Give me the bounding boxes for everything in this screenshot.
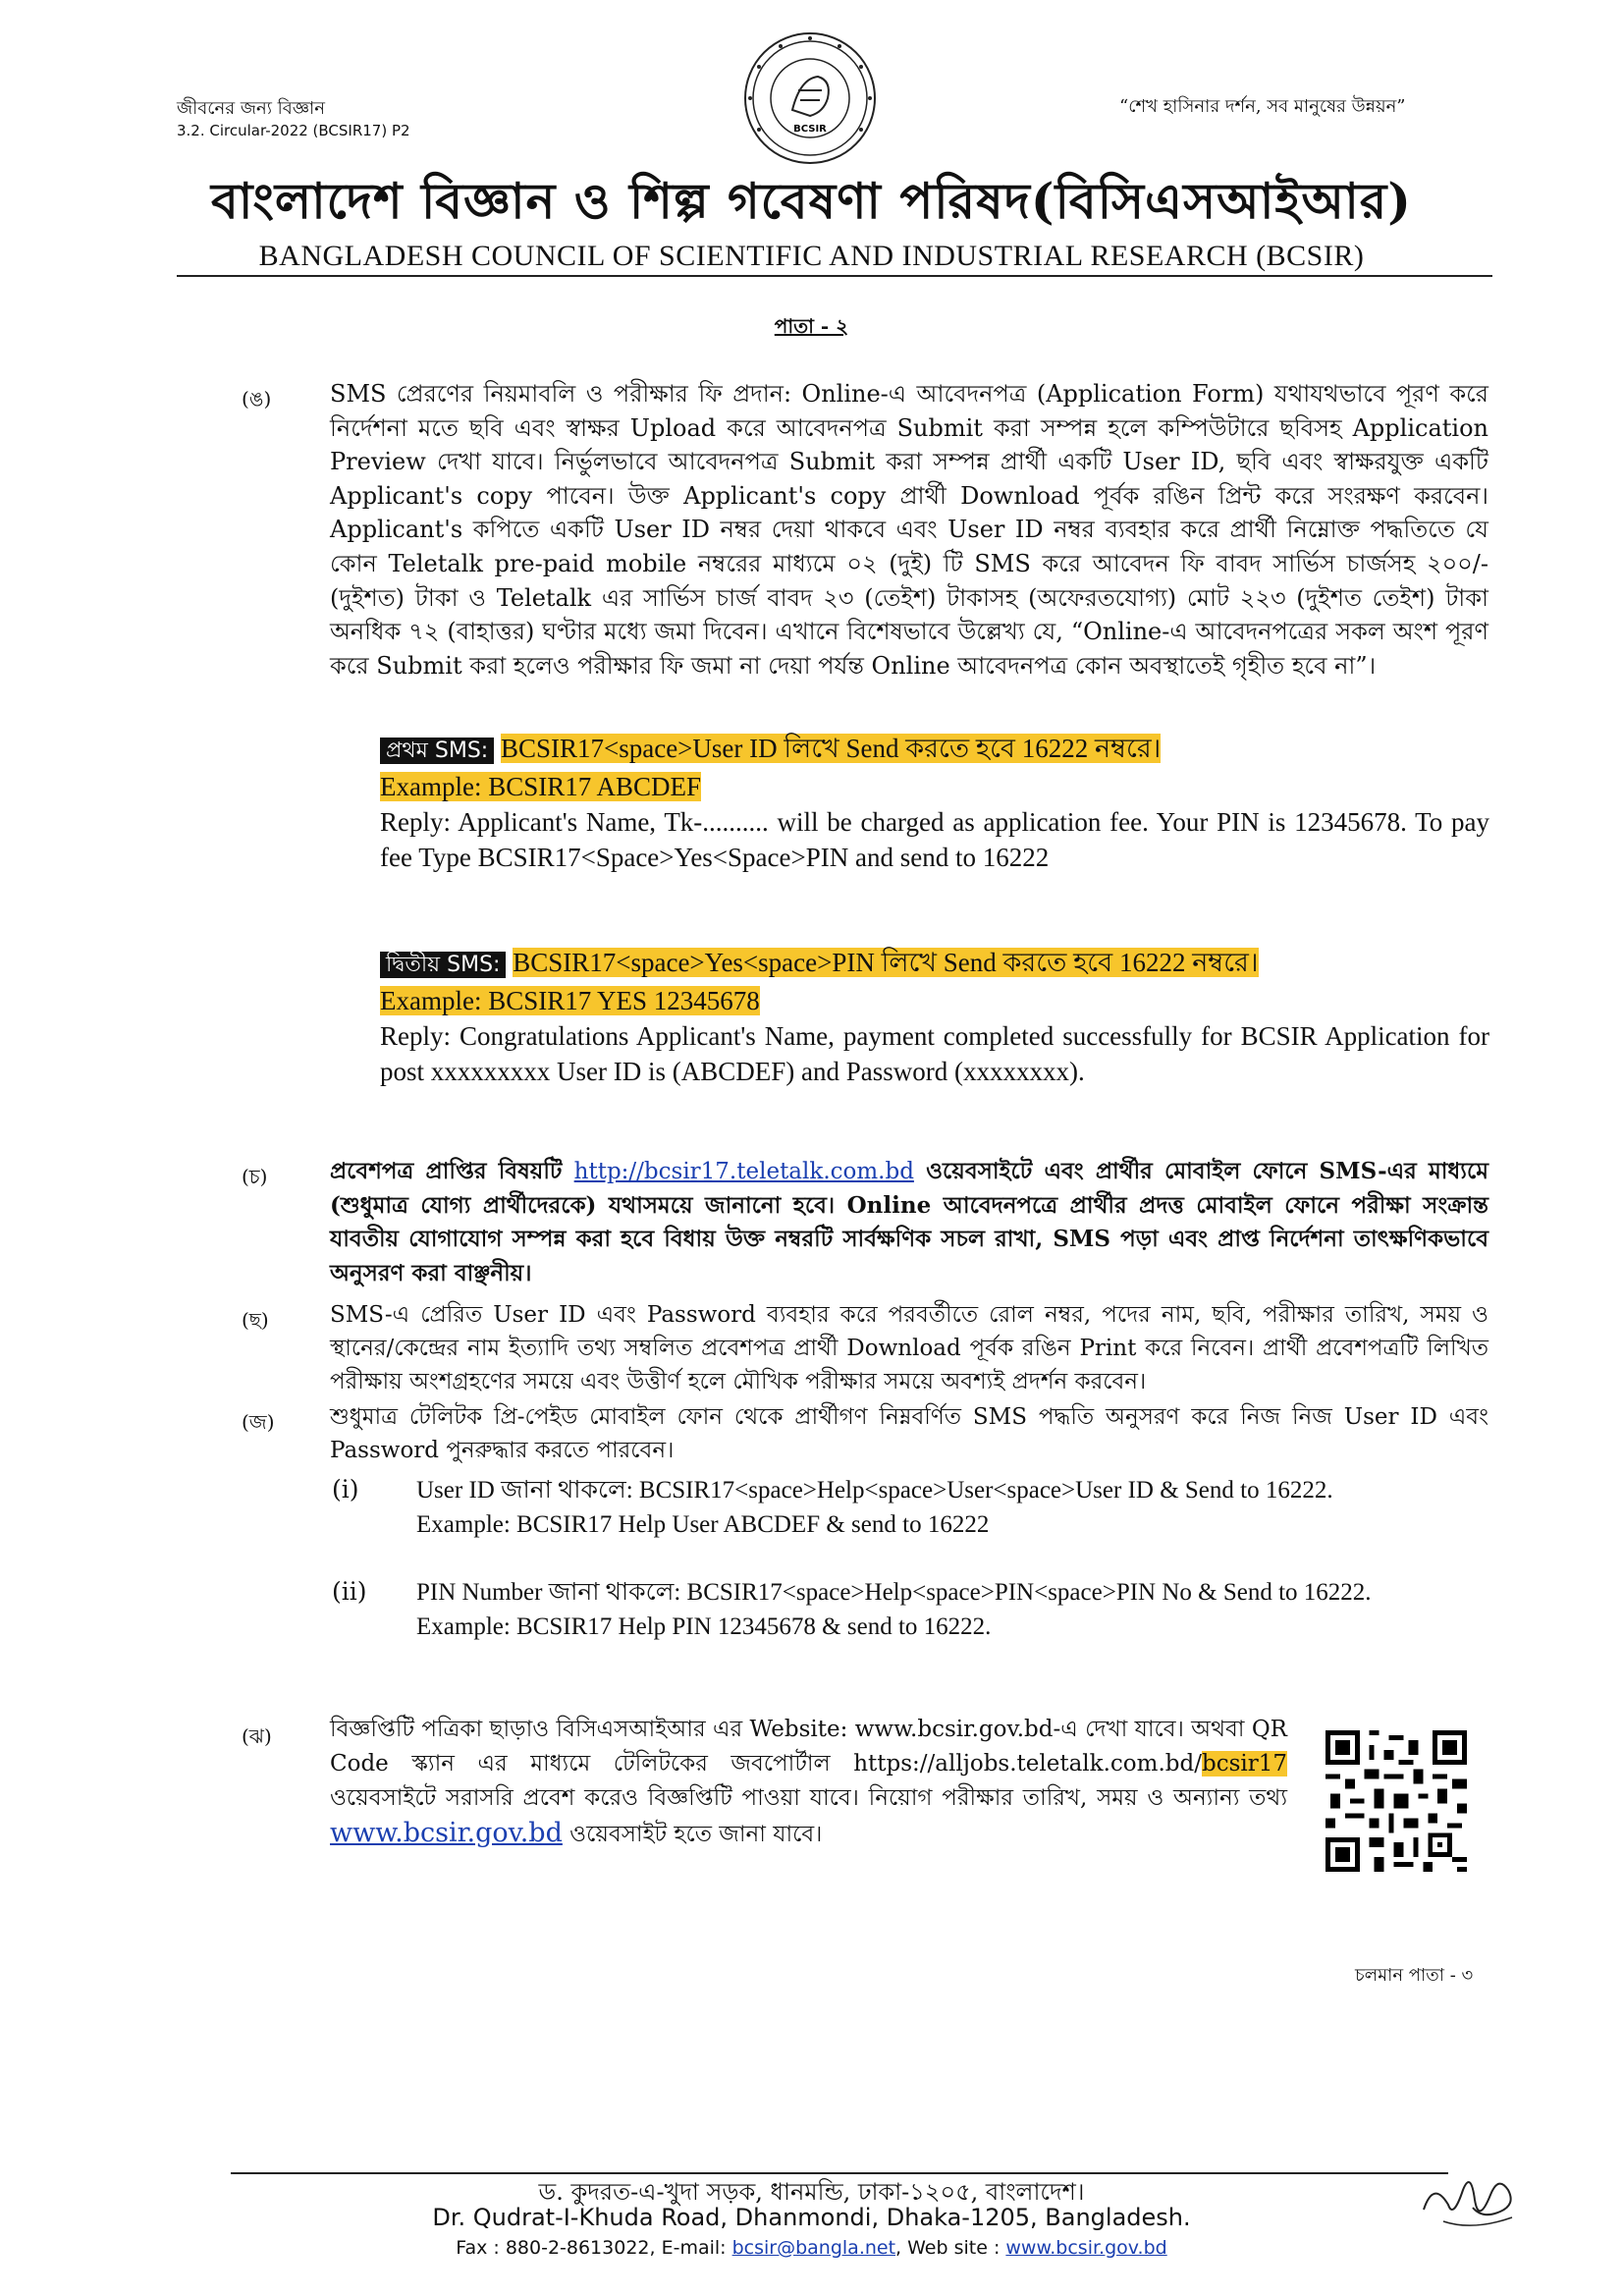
section-jh-text bbox=[330, 1713, 1287, 1852]
recovery-item-instruction: User ID জানা থাকলে: BCSIR17<space>Help<space>User<space>User ID & Send to 16222. bbox=[416, 1477, 1333, 1503]
continued-page-note: চলমান পাতা - ৩ bbox=[1355, 1965, 1474, 1986]
section-j-text: শুধুমাত্র টেলিটক প্রি-পেইড মোবাইল ফোন থেকে প্রার্থীগণ নিম্নবর্ণিত SMS পদ্ধতি অনুসরণ করে নিজ নিজ User ID এবং Password পুনরুদ্ধার করতে পারবেন। bbox=[330, 1404, 1488, 1463]
section-mark-chh: (ছ) bbox=[242, 1308, 269, 1332]
page-title-bangla: বাংলাদেশ বিজ্ঞান ও শিল্প গবেষণা পরিষদ(বিসিএসআইআর) bbox=[211, 172, 1412, 230]
circular-reference: 3.2. Circular-2022 (BCSIR17) P2 bbox=[177, 122, 410, 139]
section-mark-j: (জ) bbox=[242, 1410, 275, 1434]
section-mark-jh: (ঝ) bbox=[242, 1724, 272, 1748]
section-u-text: SMS প্রেরণের নিয়মাবলি ও পরীক্ষার ফি প্রদান: Online-এ আবেদনপত্র (Application Form) যথাযথভাবে পূরণ করে নির্দেশনা মতে ছবি এবং স্বাক্ষর Upload করে আবেদনপত্র Submit করা সম্পন্ন হলে কম্পিউটারে ছবিসহ Application Preview দেখা যাবে। নির্ভুলভাবে আবেদনপত্র Submit করা সম্পন্ন প্রার্থী একটি User ID, ছবি এবং স্বাক্ষরযুক্ত একটি Applicant's copy পাবেন। উক্ত Applicant's copy প্রার্থী Download পূর্বক রঙিন প্রিন্ট করে সংরক্ষণ করবেন। Applicant's কপিতে একটি User ID নম্বর দেয়া থাকবে এবং User ID নম্বর ব্যবহার করে প্রার্থী নিম্নোক্ত পদ্ধতিতে যে কোন Teletalk pre-paid mobile নম্বরের মাধ্যমে ০২ (দুই) টি SMS করে আবেদন ফি বাবদ সার্ভিস চার্জসহ ২০০/- (দুইশত) টাকা ও Teletalk এর সার্ভিস চার্জ বাবদ ২৩ (তেইশ) টাকাসহ (অফেরতযোগ্য) মোট ২২৩ (দুইশত তেইশ) টাকা অনধিক ৭২ (বাহাত্তর) ঘণ্টার মধ্যে জমা দিবেন। এখানে বিশেষভাবে উল্লেখ্য যে, “Online-এ আবেদনপত্রের সকল অংশ পূরণ করে Submit করা হলেও পরীক্ষার ফি জমা না দেয়া পর্যন্ত Online আবেদনপত্র কোন অবস্থাতেই গৃহীত হবে না”। bbox=[330, 380, 1488, 680]
sms1-instruction: BCSIR17<space>User ID লিখে Send করতে হবে 16222 নম্বরে। bbox=[500, 734, 1162, 763]
section-jh-text-b: ওয়েবসাইটে সরাসরি প্রবেশ করেও বিজ্ঞপ্তিটি পাওয়া যাবে। নিয়োগ পরীক্ষার তারিখ, সময় ও অন্যান্য তথ্য bbox=[330, 1785, 1287, 1811]
sms2-example: Example: BCSIR17 YES 12345678 bbox=[380, 986, 760, 1015]
bcsir-seal-logo bbox=[741, 29, 879, 167]
recovery-item-example: Example: BCSIR17 Help PIN 12345678 & send to 16222. bbox=[416, 1613, 992, 1640]
recovery-item-instruction: PIN Number জানা থাকলে: BCSIR17<space>Help<space>PIN<space>PIN No & Send to 16222. bbox=[416, 1579, 1372, 1606]
footer-address-bangla: ড. কুদরত-এ-খুদা সড়ক, ধানমন্ডি, ঢাকা-১২০৫, বাংলাদেশ। bbox=[538, 2178, 1085, 2206]
title-divider bbox=[177, 275, 1492, 277]
signature-mark bbox=[1414, 2151, 1532, 2239]
recovery-item-pin bbox=[416, 1575, 1491, 1644]
recovery-item-user-id bbox=[416, 1473, 1491, 1542]
footer-website-link[interactable]: www.bcsir.gov.bd bbox=[1005, 2237, 1167, 2259]
sms1-instruction-line bbox=[380, 731, 1489, 769]
section-ch-text bbox=[330, 1155, 1488, 1290]
page-number-label: পাতা - ২ bbox=[774, 314, 849, 338]
footer-email-link[interactable]: bcsir@bangla.net bbox=[731, 2237, 896, 2259]
recovery-item-example: Example: BCSIR17 Help User ABCDEF & send to 16222 bbox=[416, 1511, 990, 1538]
header-motto-right: “শেখ হাসিনার দর্শন, সব মানুষের উন্নয়ন” bbox=[1119, 96, 1406, 117]
sms2-instruction-line bbox=[380, 945, 1489, 983]
sms1-example: Example: BCSIR17 ABCDEF bbox=[380, 772, 702, 801]
page-title-english: BANGLADESH COUNCIL OF SCIENTIFIC AND INDUSTRIAL RESEARCH (BCSIR) bbox=[258, 240, 1365, 272]
seal-text: BCSIR bbox=[793, 124, 827, 135]
section-jh-text-c: ওয়েবসাইট হতে জানা যাবে। bbox=[562, 1822, 823, 1847]
sms2-block bbox=[380, 945, 1489, 1089]
qr-code-icon[interactable] bbox=[1325, 1730, 1467, 1872]
section-chh-text: SMS-এ প্রেরিত User ID এবং Password ব্যবহার করে পরবর্তীতে রোল নম্বর, পদের নাম, ছবি, পরীক্ষার তারিখ, সময় ও স্থানের/কেন্দ্রের নাম ইত্যাদি তথ্য সম্বলিত প্রবেশপত্র প্রার্থী Download পূর্বক রঙিন Print করে নিবেন। প্রার্থী প্রবেশপত্রটি লিখিত পরীক্ষায় অংশগ্রহণের সময়ে এবং উত্তীর্ণ হলে মৌখিক পরীক্ষার সময়ে অবশ্যই প্রদর্শন করবেন। bbox=[330, 1302, 1488, 1394]
teletalk-portal-link[interactable]: http://bcsir17.teletalk.com.bd bbox=[573, 1159, 914, 1184]
footer-web-label: , Web site : bbox=[895, 2237, 1006, 2259]
footer-address-english: Dr. Qudrat-I-Khuda Road, Dhanmondi, Dhaka-1205, Bangladesh. bbox=[432, 2204, 1191, 2231]
recovery-item-mark: (ii) bbox=[332, 1577, 367, 1606]
recovery-item-mark: (i) bbox=[332, 1475, 359, 1503]
sms1-block bbox=[380, 731, 1489, 875]
sms1-reply: Reply: Applicant's Name, Tk-.......... will be charged as application fee. Your PIN is 12345678. To pay fee Type BCSIR17<Space>Yes<Space>PIN and send to 16222 bbox=[380, 807, 1489, 872]
section-mark-u: (ঙ) bbox=[242, 387, 272, 410]
bcsir-website-link[interactable]: www.bcsir.gov.bd bbox=[330, 1818, 563, 1848]
section-ch-lead: প্রবেশপত্র প্রাপ্তির বিষয়টি bbox=[330, 1158, 563, 1184]
header-motto-left: জীবনের জন্য বিজ্ঞান bbox=[177, 98, 326, 119]
footer-contact-line bbox=[0, 2237, 1623, 2259]
sms2-instruction: BCSIR17<space>Yes<space>PIN লিখে Send করতে হবে 16222 নম্বরে। bbox=[513, 948, 1259, 977]
section-jh-highlight: bcsir17 bbox=[1201, 1751, 1287, 1777]
sms2-reply: Reply: Congratulations Applicant's Name, payment completed successfully for BCSIR Application for post xxxxxxxxx User ID is (ABCDEF) and Password (xxxxxxxx). bbox=[380, 1021, 1489, 1086]
footer-fax: Fax : 880-2-8613022, E-mail: bbox=[456, 2237, 732, 2259]
section-mark-ch: (চ) bbox=[242, 1165, 268, 1188]
section-ch-body: ওয়েবসাইটে এবং প্রার্থীর মোবাইল ফোনে SMS-এর মাধ্যমে (শুধুমাত্র যোগ্য প্রার্থীদেরকে) যথাসময়ে জানানো হবে। Online আবেদনপত্রে প্রার্থীর প্রদত্ত মোবাইল ফোনে পরীক্ষা সংক্রান্ত যাবতীয় যোগাযোগ সম্পন্ন করা হবে বিধায় উক্ত নম্বরটি সার্বক্ষণিক সচল রাখা, SMS পড়া এবং প্রাপ্ত নির্দেশনা তাৎক্ষণিকভাবে অনুসরণ করা বাঞ্ছনীয়। bbox=[330, 1158, 1488, 1286]
sms1-tag: প্রথম SMS: bbox=[380, 738, 494, 764]
sms2-tag: দ্বিতীয় SMS: bbox=[380, 952, 506, 978]
section-jh-text-a: বিজ্ঞপ্তিটি পত্রিকা ছাড়াও বিসিএসআইআর এর Website: www.bcsir.gov.bd-এ দেখা যাবে। অথবা QR Code স্ক্যান এর মাধ্যমে টেলিটকের জবপোর্টাল https://alljobs.teletalk.com.bd/ bbox=[330, 1717, 1287, 1777]
